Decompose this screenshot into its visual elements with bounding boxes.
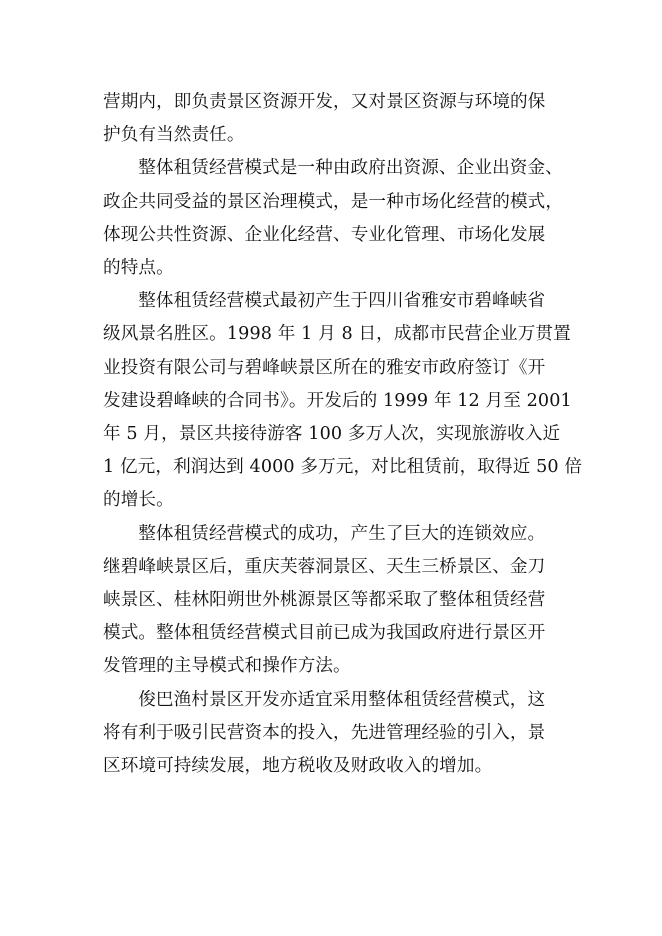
text-line: 营期内，即负责景区资源开发，又对景区资源与环境的保 — [103, 92, 546, 112]
text-line: 发建设碧峰峡的合同书》。开发后的 1999 年 12 月至 2001 — [103, 390, 572, 411]
text-line: 将有利于吸引民营资本的投入，先进管理经验的引入，景 — [103, 722, 546, 743]
text-line: 年 5 月，景区共接待游客 100 多万人次，实现旅游收入近 — [103, 424, 561, 445]
text-line: 的增长。 — [103, 490, 174, 511]
paragraph-5 — [103, 684, 559, 784]
text-line: 整体租赁经营模式是一种由政府出资源、企业出资金、 — [138, 158, 563, 179]
paragraph-4 — [103, 518, 559, 684]
text-line: 级风景名胜区。1998 年 1 月 8 日，成都市民营企业万贯置 — [103, 324, 571, 345]
text-line: 整体租赁经营模式最初产生于四川省雅安市碧峰峡省 — [138, 291, 546, 312]
text-line: 政企共同受益的景区治理模式，是一种市场化经营的模式， — [103, 191, 564, 212]
paragraph-2 — [103, 152, 564, 285]
text-line: 区环境可持续发展，地方税收及财政收入的增加。 — [103, 756, 493, 777]
text-line: 的特点。 — [103, 258, 174, 279]
paragraph-3 — [103, 285, 583, 517]
text-line: 护负有当然责任。 — [103, 125, 245, 146]
text-line: 业投资有限公司与碧峰峡景区所在的雅安市政府签订《开 — [103, 357, 546, 378]
text-line: 体现公共性资源、企业化经营、专业化管理、市场化发展 — [103, 224, 546, 245]
text-line: 模式。整体租赁经营模式目前已成为我国政府进行景区开 — [103, 623, 546, 644]
text-line: 峡景区、桂林阳朔世外桃源景区等都采取了整体租赁经营 — [103, 590, 546, 611]
paragraph-1 — [103, 86, 559, 152]
text-line: 俊巴渔村景区开发亦适宜采用整体租赁经营模式，这 — [138, 689, 546, 710]
text-line: 1 亿元，利润达到 4000 多万元，对比租赁前，取得近 50 倍 — [103, 457, 583, 478]
text-line: 继碧峰峡景区后，重庆芙蓉洞景区、天生三桥景区、金刀 — [103, 556, 546, 577]
text-line: 发管理的主导模式和操作方法。 — [103, 656, 351, 677]
text-line: 整体租赁经营模式的成功，产生了巨大的连锁效应。 — [138, 523, 546, 544]
body-text — [103, 86, 583, 783]
